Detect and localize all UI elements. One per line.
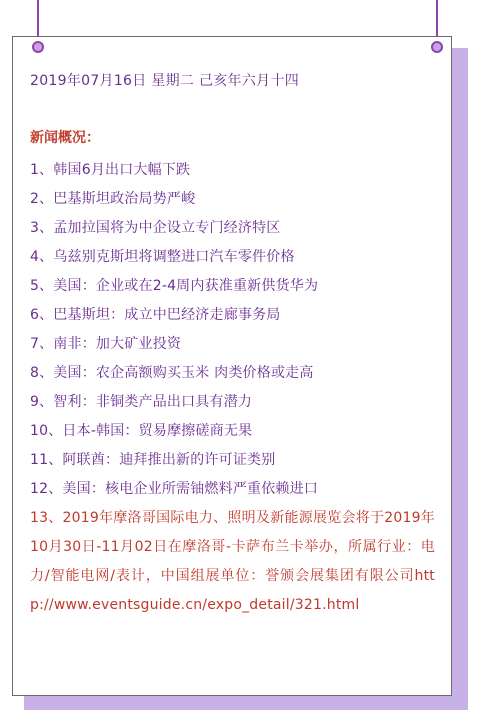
date-line: 2019年07月16日 星期二 己亥年六月十四 [30, 73, 300, 89]
news-item: 6、巴基斯坦：成立中巴经济走廊事务局 [30, 307, 281, 323]
news-item: 4、乌兹别克斯坦将调整进口汽车零件价格 [30, 249, 295, 265]
card-content [30, 71, 440, 620]
news-item: 1、韩国6月出口大幅下跌 [30, 162, 191, 178]
news-item: 7、南非：加大矿业投资 [30, 336, 182, 352]
news-item: 10、日本-韩国：贸易摩擦磋商无果 [30, 423, 253, 439]
pin-dot-left-icon [32, 41, 44, 53]
news-item: 2、巴基斯坦政治局势严峻 [30, 191, 196, 207]
expo-announcement: 13、2019年摩洛哥国际电力、照明及新能源展览会将于2019年10月30日-11月02日在摩洛哥-卡萨布兰卡举办，所属行业：电力/智能电网/表计，中国组展单位：誉颁会展集团有限公司http://www.eventsguide.cn/expo_detail/321.html [30, 510, 435, 613]
news-item: 3、孟加拉国将为中企设立专门经济特区 [30, 220, 281, 236]
news-item: 12、美国：核电企业所需铀燃料严重依赖进口 [30, 481, 319, 497]
pin-dot-right-icon [431, 41, 443, 53]
news-item: 5、美国：企业或在2-4周内获准重新供货华为 [30, 278, 319, 294]
news-item: 11、阿联酋：迪拜推出新的许可证类别 [30, 452, 276, 468]
news-item: 9、智利：非铜类产品出口具有潜力 [30, 394, 253, 410]
news-heading: 新闻概况： [30, 130, 100, 146]
news-card [12, 36, 452, 696]
news-list [30, 156, 440, 504]
news-item: 8、美国：农企高额购买玉米 肉类价格或走高 [30, 365, 314, 381]
